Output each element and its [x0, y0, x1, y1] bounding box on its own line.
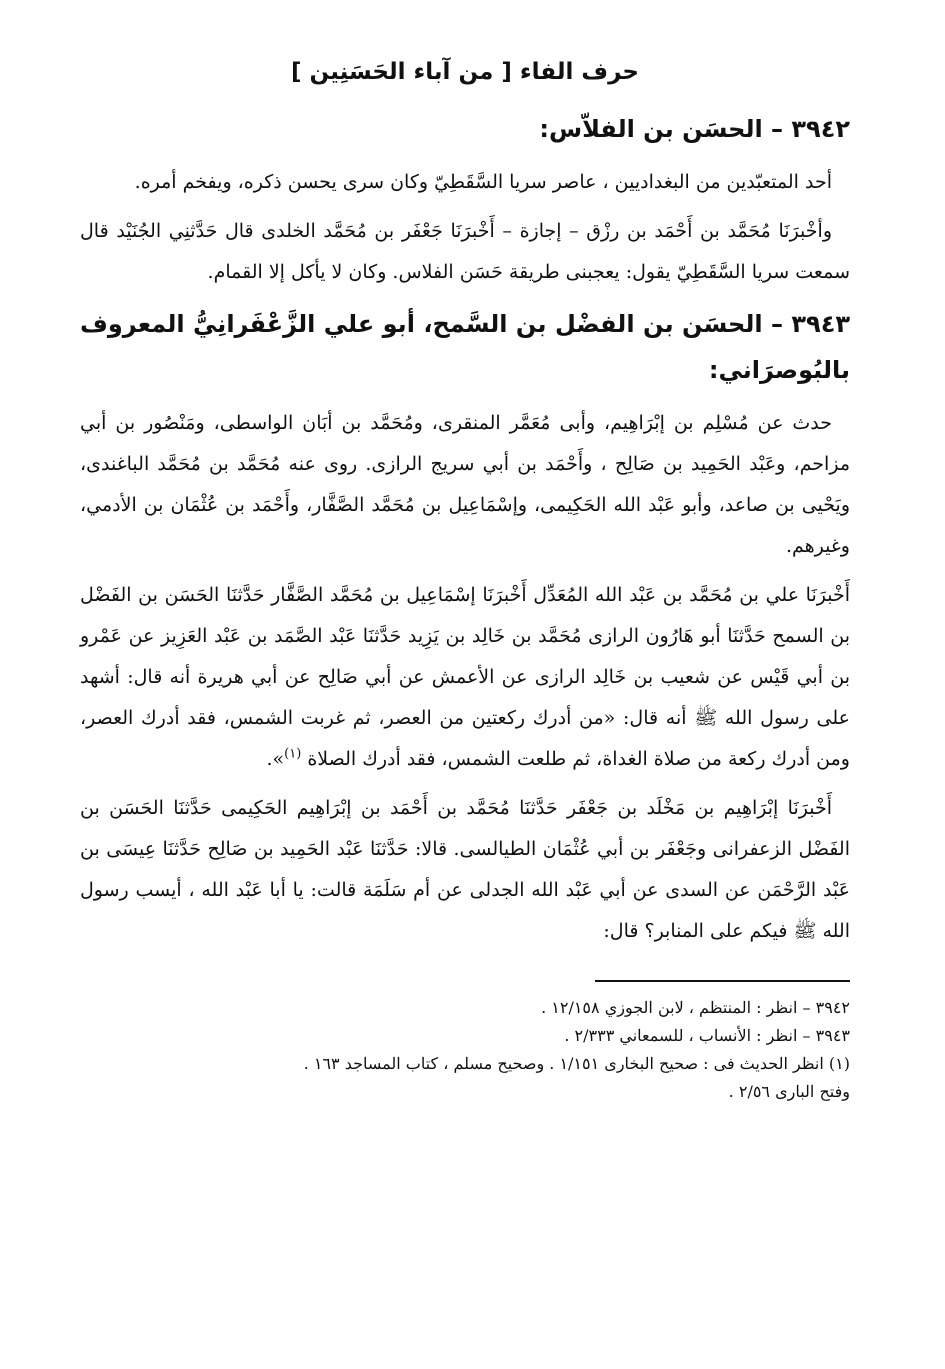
footnote-divider — [595, 980, 850, 982]
footnote-3942: ٣٩٤٢ – انظر : المنتظم ، لابن الجوزي ١٢/١٥٨ . — [541, 998, 850, 1017]
entry-heading-3943: ٣٩٤٣ – الحسَن بن الفضْل بن السَّمح، أبو علي الزَّعْفَرانِيُّ المعروف بالبُوصرَاني: — [80, 310, 850, 384]
entry-3942-paragraph-1: أحد المتعبّدين من البغداديين ، عاصر سريا السَّقَطِيّ وكان سرى يحسن ذكره، ويفخم أمره. — [134, 171, 832, 193]
document-page — [80, 52, 850, 1106]
footnote-3943: ٣٩٤٣ – انظر : الأنساب ، للسمعاني ٢/٣٣٣ . — [564, 1026, 850, 1045]
entry-3943-paragraph-1: حدث عن مُسْلِم بن إبْرَاهِيم، وأبى مُعَمَّر المنقرى، ومُحَمَّد بن أبَان الواسطى، ومَنْصُور بن أبي مزاحم، وعَبْد الحَمِيد بن صَالِح ، وأَحْمَد بن أبي سريج الرازى. روى عنه مُحَمَّد بن مُحَمَّد الباغندى، ويَحْيى بن صاعد، وأبو عَبْد الله الحَكِيمى، وإسْمَاعِيل بن مُحَمَّد الصَّفَّار، وأَحْمَد بن عُثْمَان بن الأدمي، وغيرهم. — [80, 412, 850, 557]
footnote-reference[interactable]: (١) — [284, 746, 302, 762]
entry-3943-paragraph-3: أَخْبرَنَا إبْرَاهِيم بن مَخْلَد بن جَعْفَر حَدَّثنَا مُحَمَّد بن أَحْمَد بن إبْرَاهِيم الحَكِيمى حَدَّثنَا الحَسَن بن الفَضْل الزعفرانى وجَعْفَر بن أبي عُثْمَان الطيالسى. قالا: حَدَّثنَا عَبْد الحَمِيد بن صَالِح حَدَّثنَا عِيسَى بن عَبْد الرَّحْمَن عن السدى عن أبي عَبْد الله الجدلى عن أم سَلَمَة قالت: يا أبا عَبْد الله ، أيسب رسول الله ﷺ فيكم على المنابر؟ قال: — [80, 797, 850, 942]
footnote-1-line-2: وفتح البارى ٢/٥٦ . — [728, 1082, 850, 1101]
running-head: حرف الفاء [ من آباء الحَسَنِين ] — [291, 59, 639, 85]
footnote-1-line-1: (١) انظر الحديث فى : صحيح البخارى ١/١٥١ . وصحيح مسلم ، كتاب المساجد ١٦٣ . — [303, 1054, 850, 1073]
entry-3943-paragraph-2 — [80, 575, 850, 780]
entry-heading-3942: ٣٩٤٢ – الحسَن بن الفلاّس: — [539, 115, 850, 143]
hadith-closing: ». — [266, 748, 285, 770]
hadith-text: أَخْبرَنَا علي بن مُحَمَّد بن عَبْد الله المُعَدِّل أَخْبرَنَا إسْمَاعِيل بن مُحَمَّد الصَّفَّار حَدَّثنَا الحَسَن بن الفَضْل بن السمح حَدَّثنَا أبو هَارُون الرازى مُحَمَّد بن خَالِد بن يَزِيد حَدَّثنَا عَبْد الصَّمَد بن عَبْد العَزِيز عن عَمْرو بن أبي قَيْس عن شعيب بن خَالِد الرازى عن الأعمش عن أبي صَالِح عن أبي هريرة أنه قال: أشهد على رسول الله ﷺ أنه قال: «من أدرك ركعتين من العصر، ثم غربت الشمس، فقد أدرك العصر، ومن أدرك ركعة من صلاة الغداة، ثم طلعت الشمس، فقد أدرك الصلاة — [80, 584, 850, 770]
entry-3942-paragraph-2: وأخْبرَنَا مُحَمَّد بن أَحْمَد بن رزْق – إجازة – أَخْبرَنَا جَعْفَر بن مُحَمَّد الخلدى قال حَدَّثنِي الجُنَيْد قال سمعت سريا السَّقَطِيّ يقول: يعجبنى طريقة حَسَن الفلاس. وكان لا يأكل إلا القمام. — [80, 220, 850, 283]
